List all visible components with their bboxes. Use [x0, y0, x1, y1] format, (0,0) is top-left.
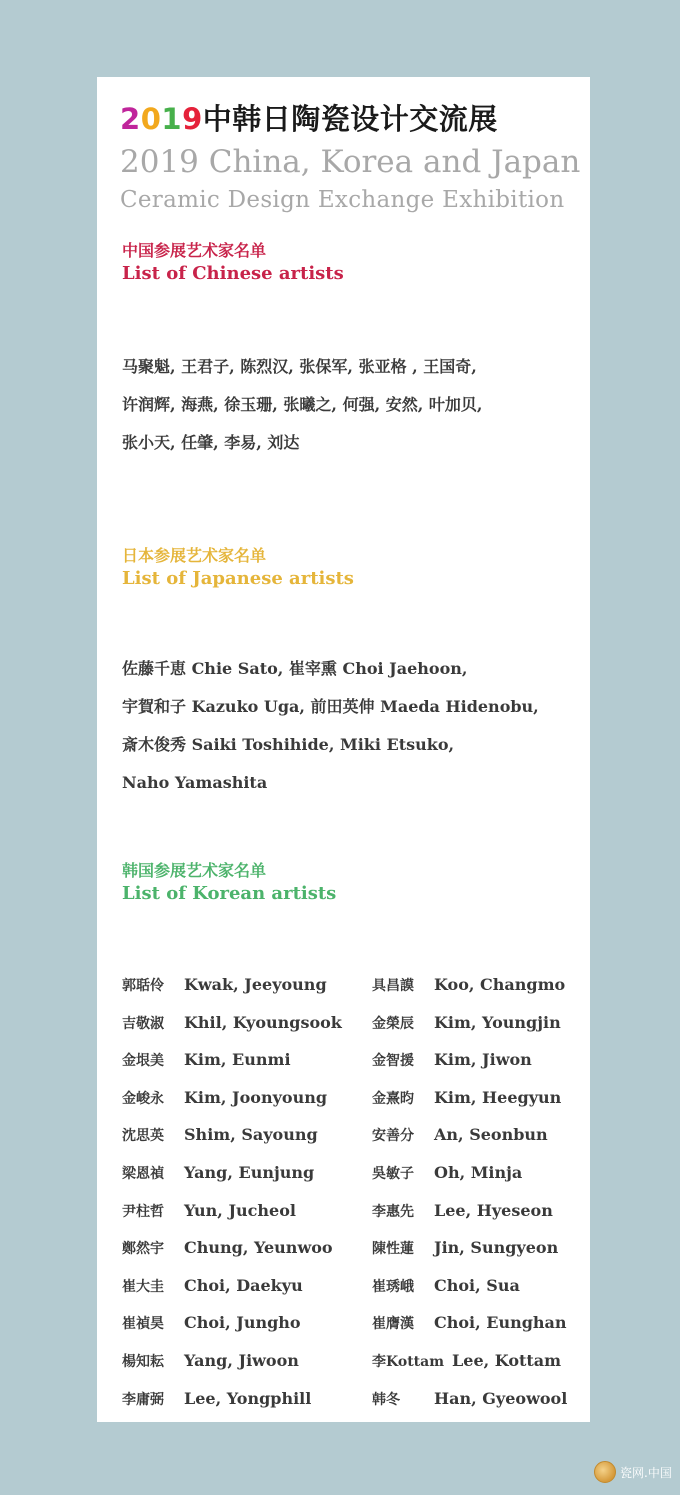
artist-name-en: Jin, Sungyeon	[434, 1238, 559, 1258]
artist-name-zh: 陳性蓮	[372, 1241, 414, 1258]
korean-artist-right	[372, 1380, 567, 1420]
artist-name-zh: 沈思英	[122, 1128, 164, 1145]
korean-heading-zh: 韩国参展艺术家名单	[122, 861, 267, 880]
artist-name-en: Shim, Sayoung	[184, 1125, 318, 1145]
artist-name-en: Lee, Hyeseon	[434, 1200, 553, 1220]
japanese-artists-line: 佐藤千恵 Chie Sato, 崔宰熏 Choi Jaehoon,	[122, 659, 468, 678]
artist-name-en: Choi, Eunghan	[434, 1313, 567, 1333]
chinese-artists-line: 马聚魁, 王君子, 陈烈汉, 张保军, 张亚格 , 王国奇,	[122, 357, 477, 376]
artist-name-en: Kim, Youngjin	[434, 1012, 561, 1032]
korean-artist-row	[122, 1116, 587, 1154]
artist-name-en: Choi, Jungho	[184, 1313, 301, 1333]
japanese-artist-list	[122, 650, 572, 802]
korean-artist-right	[372, 1192, 553, 1232]
artist-name-en: Han, Gyeowool	[434, 1388, 568, 1408]
poster-panel	[97, 77, 590, 1422]
artist-name-en: Yang, Jiwoon	[184, 1350, 299, 1370]
artist-name-zh: 金熹昀	[372, 1090, 414, 1107]
title-zh-text: 中韩日陶瓷设计交流展	[202, 102, 498, 136]
artist-name-en: Oh, Minja	[434, 1162, 523, 1182]
porcelain-logo-icon	[594, 1461, 616, 1483]
artist-name-zh: 具昌謨	[372, 978, 414, 994]
korean-artist-right	[372, 1004, 561, 1044]
korean-artist-right	[372, 1079, 561, 1119]
japanese-section-heading	[122, 545, 354, 591]
title-en-line2: Ceramic Design Exchange Exhibition	[120, 187, 565, 213]
korean-artist-right	[372, 1304, 567, 1344]
korean-artist-left	[122, 966, 327, 1006]
korean-artist-list	[122, 966, 587, 1417]
korean-artist-row	[122, 1380, 587, 1418]
artist-name-zh: 崔大圭	[122, 1278, 164, 1295]
korean-artist-row	[122, 1229, 587, 1267]
year-digit: 0	[140, 102, 162, 136]
artist-name-en: Lee, Kottam	[452, 1350, 562, 1370]
chinese-artists-line: 张小天, 任肇, 李易, 刘达	[122, 433, 300, 452]
korean-artist-right	[372, 1342, 561, 1382]
artist-name-zh: 李惠先	[372, 1203, 414, 1220]
korean-artist-right	[372, 966, 565, 1006]
korean-artist-right	[372, 1154, 522, 1194]
korean-artist-left	[122, 1304, 301, 1344]
korean-artist-row	[122, 966, 587, 1004]
artist-name-en: Kim, Eunmi	[184, 1050, 291, 1070]
korean-artist-right	[372, 1041, 532, 1081]
artist-name-zh: 楊知耘	[122, 1353, 164, 1370]
artist-name-en: Kim, Joonyoung	[184, 1087, 328, 1107]
korean-heading-en: List of Korean artists	[122, 883, 337, 904]
chinese-heading-en: List of Chinese artists	[122, 263, 344, 284]
artist-name-en: An, Seonbun	[434, 1125, 548, 1145]
artist-name-zh: 崔琇峨	[372, 1278, 414, 1295]
korean-artist-row	[122, 1267, 587, 1305]
artist-name-en: Choi, Daekyu	[184, 1275, 303, 1295]
artist-name-zh: 崔膺漢	[372, 1316, 414, 1333]
year-digit: 1	[161, 102, 183, 136]
japanese-artists-line: 宇賀和子 Kazuko Uga, 前田英伸 Maeda Hidenobu,	[122, 697, 539, 716]
artist-name-zh: 郭聒伶	[122, 978, 164, 994]
artist-name-zh: 金垠美	[122, 1053, 164, 1070]
chinese-artists-line: 许润辉, 海燕, 徐玉珊, 张曦之, 何强, 安然, 叶加贝,	[122, 395, 483, 414]
chinese-artist-list	[122, 348, 572, 462]
year-digit: 9	[182, 102, 203, 136]
title-en-line1: 2019 China, Korea and Japan	[120, 144, 581, 180]
japanese-heading-zh: 日本参展艺术家名单	[122, 546, 267, 565]
artist-name-zh: 尹柱哲	[122, 1203, 164, 1220]
artist-name-en: Khil, Kyoungsook	[184, 1012, 342, 1032]
artist-name-en: Yun, Jucheol	[184, 1200, 296, 1220]
korean-artist-row	[122, 1304, 587, 1342]
japanese-artists-line: Naho Yamashita	[122, 773, 268, 792]
korean-artist-row	[122, 1079, 587, 1117]
artist-name-en: Kwak, Jeeyoung	[184, 975, 327, 994]
korean-section-heading	[122, 860, 336, 906]
watermark-text: 瓷网.中国	[620, 1465, 672, 1480]
artist-name-zh: 李Kottam	[372, 1353, 445, 1370]
title-zh	[120, 97, 498, 138]
korean-artist-left	[122, 1229, 333, 1269]
artist-name-zh: 金榮辰	[372, 1015, 414, 1032]
artist-name-en: Yang, Eunjung	[184, 1162, 315, 1182]
japanese-heading-en: List of Japanese artists	[122, 568, 354, 589]
korean-artist-left	[122, 1267, 303, 1307]
korean-artist-row	[122, 1192, 587, 1230]
korean-artist-left	[122, 1079, 327, 1119]
korean-artist-left	[122, 1154, 314, 1194]
japanese-artists-line: 斎木俊秀 Saiki Toshihide, Miki Etsuko,	[122, 735, 455, 754]
artist-name-en: Kim, Heegyun	[434, 1087, 562, 1107]
korean-artist-row	[122, 1041, 587, 1079]
artist-name-zh: 韩冬	[372, 1391, 400, 1408]
artist-name-zh: 吳敏子	[372, 1165, 414, 1182]
korean-artist-left	[122, 1004, 342, 1044]
artist-name-zh: 吉敬淑	[122, 1015, 164, 1032]
artist-name-en: Chung, Yeunwoo	[184, 1238, 333, 1258]
korean-artist-row	[122, 1004, 587, 1042]
korean-artist-left	[122, 1192, 296, 1232]
korean-artist-right	[372, 1229, 558, 1269]
artist-name-zh: 崔禎昊	[122, 1316, 164, 1333]
artist-name-zh: 鄭然宇	[122, 1241, 164, 1258]
korean-artist-left	[122, 1116, 318, 1156]
korean-artist-left	[122, 1342, 299, 1382]
year-digit: 2	[120, 102, 141, 136]
chinese-section-heading	[122, 240, 344, 286]
korean-artist-row	[122, 1342, 587, 1380]
artist-name-en: Kim, Jiwon	[434, 1050, 532, 1070]
korean-artist-right	[372, 1116, 548, 1156]
korean-artist-left	[122, 1041, 291, 1081]
artist-name-zh: 李庸弼	[122, 1391, 164, 1408]
artist-name-zh: 梁恩禎	[122, 1165, 164, 1182]
korean-artist-row	[122, 1154, 587, 1192]
korean-artist-right	[372, 1267, 520, 1307]
artist-name-zh: 金智援	[372, 1053, 414, 1070]
chinese-heading-zh: 中国参展艺术家名单	[122, 241, 267, 260]
site-watermark	[594, 1461, 672, 1483]
artist-name-zh: 安善分	[372, 1128, 414, 1145]
artist-name-zh: 金峻永	[122, 1090, 164, 1107]
artist-name-en: Koo, Changmo	[434, 975, 566, 994]
artist-name-en: Choi, Sua	[434, 1275, 520, 1295]
artist-name-en: Lee, Yongphill	[184, 1388, 312, 1408]
korean-artist-left	[122, 1380, 311, 1420]
